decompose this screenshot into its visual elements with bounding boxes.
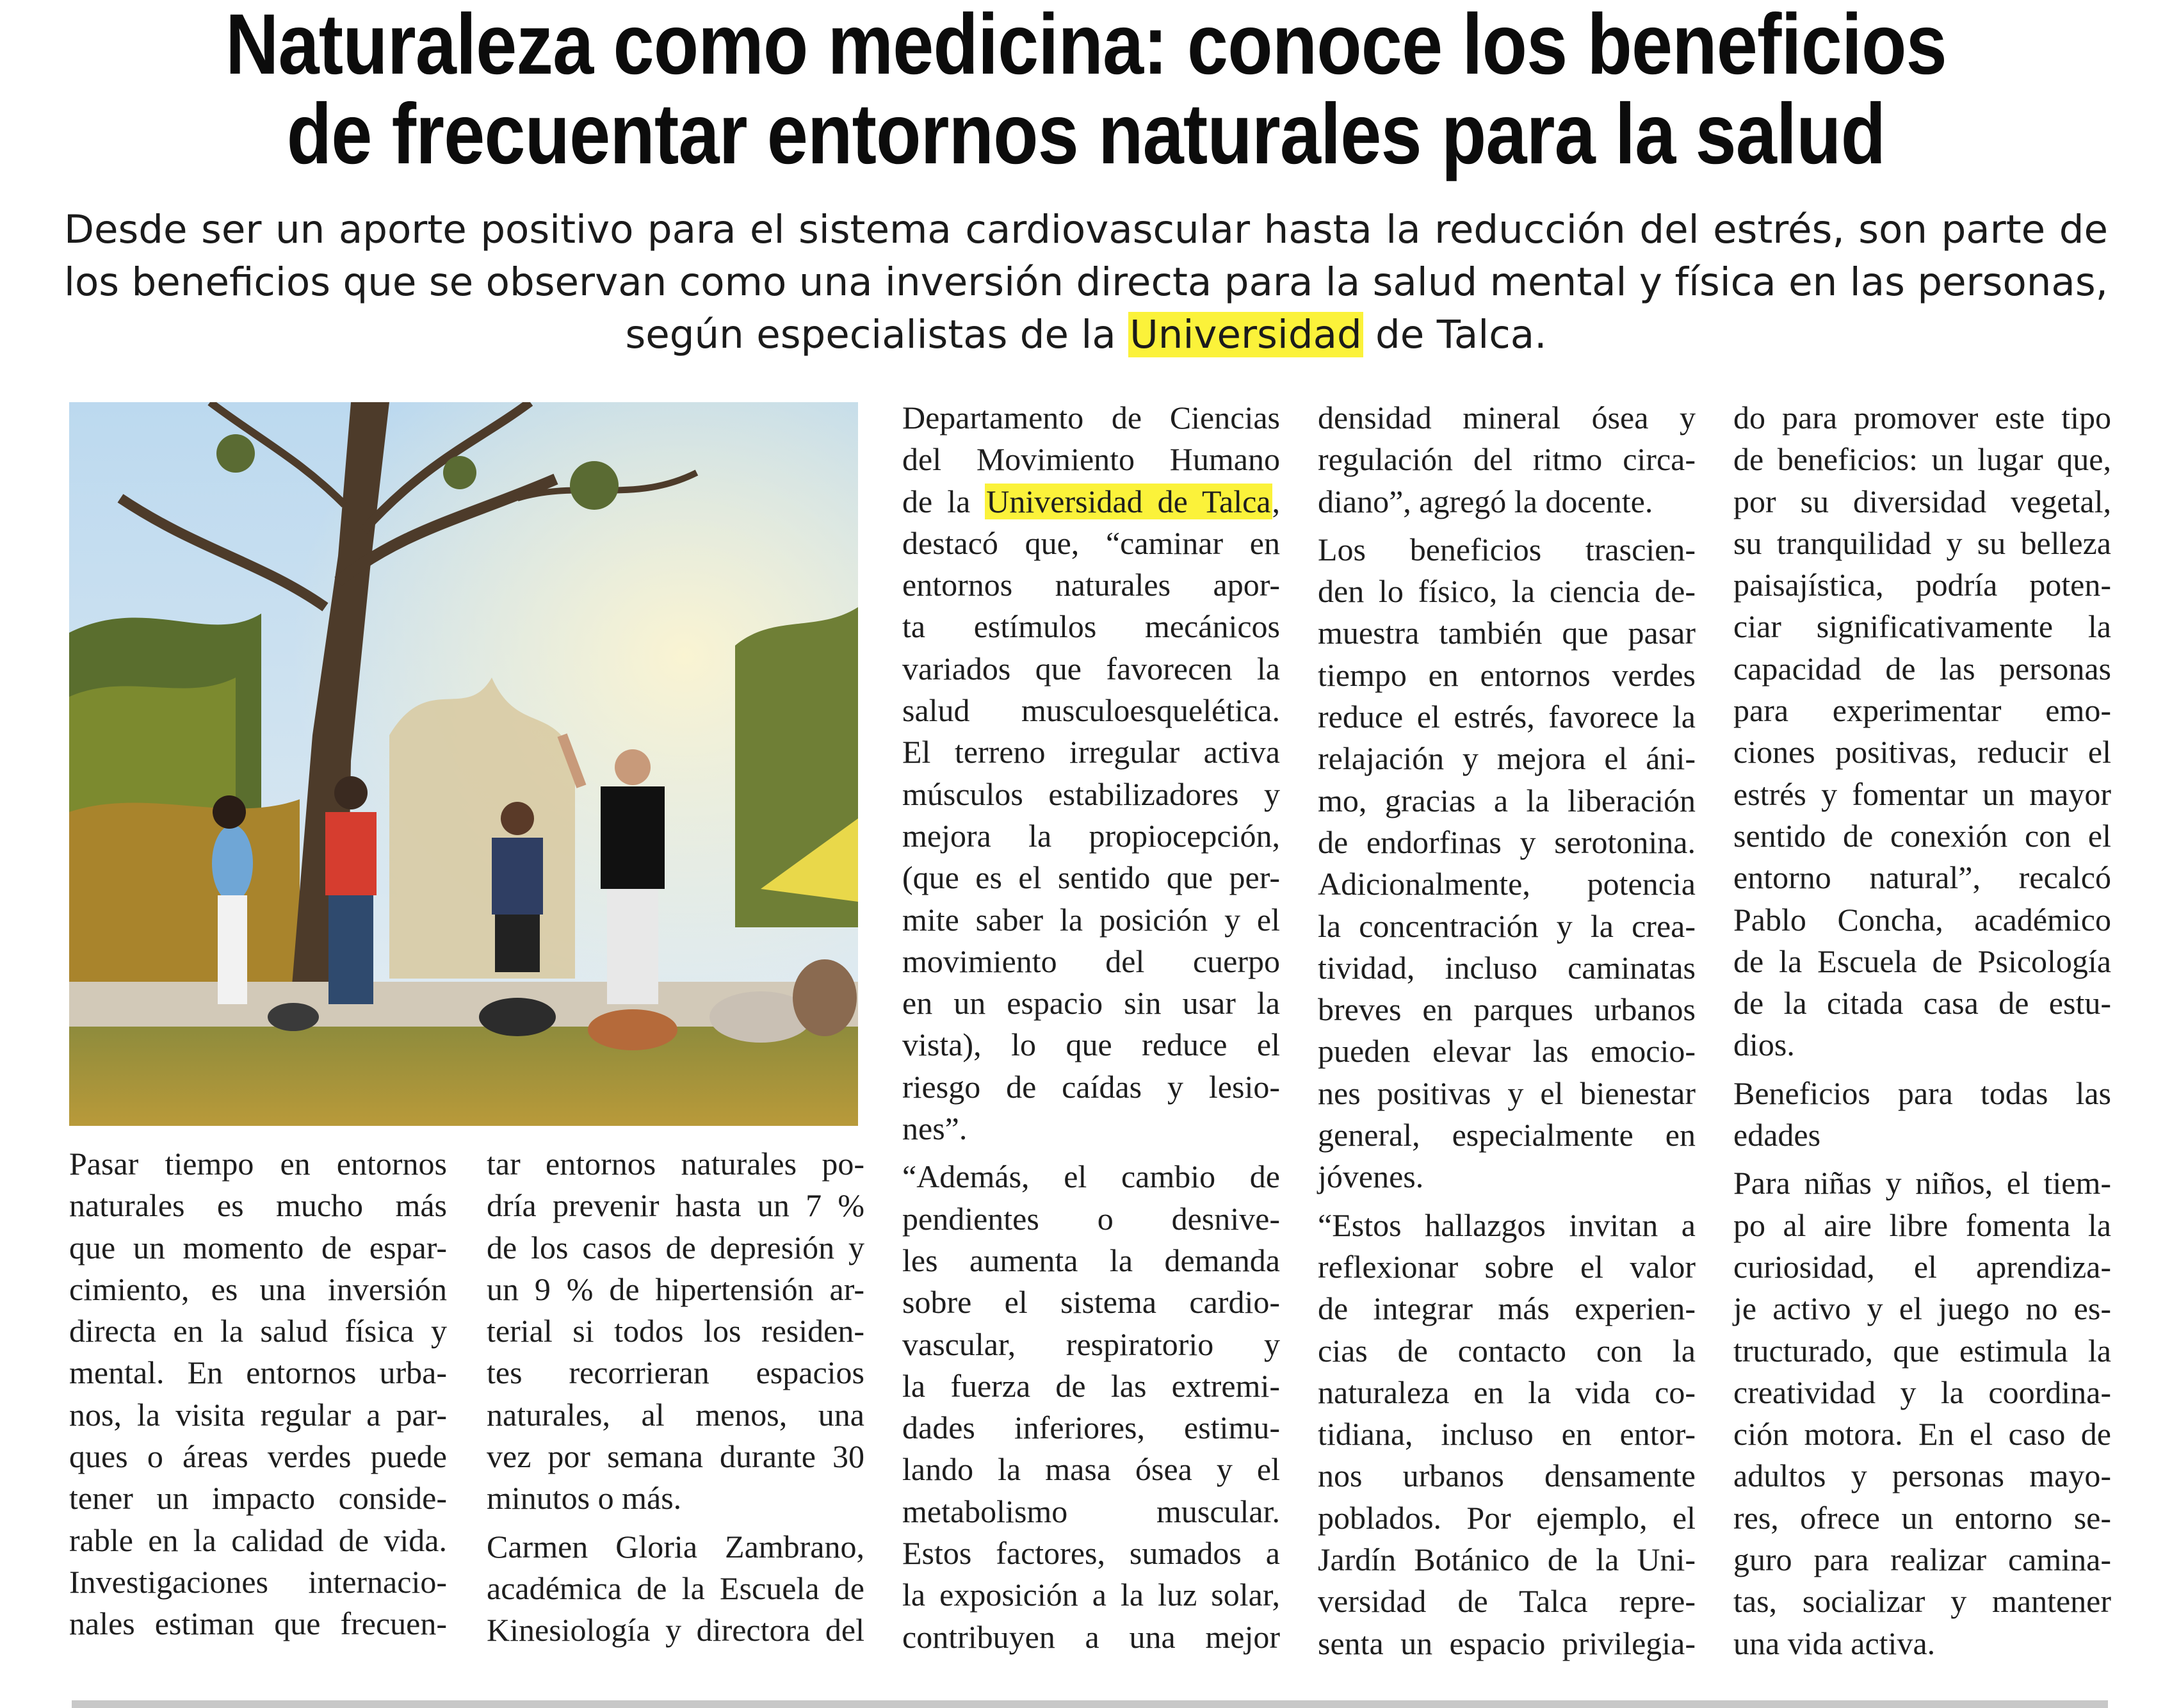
col4-line: jóvenes. — [1318, 1159, 1424, 1195]
deck-line-1: Desde ser un aporte positivo para el sistema cardiovascular hasta la reducción del estrés, son parte de — [64, 207, 2108, 252]
col3-line: “Además, el cambio de — [902, 1159, 1280, 1195]
col3-line: Departamento de Ciencias — [902, 400, 1280, 435]
col1-line: que un momento de espar- — [69, 1229, 447, 1265]
col2-line: minutos o más. — [487, 1480, 682, 1517]
col3-line: lando la masa ósea y el — [902, 1451, 1280, 1488]
col2-line: naturales, al menos, una — [487, 1396, 864, 1433]
col4-line: reduce el estrés, favorece la — [1318, 699, 1696, 735]
column-3 — [902, 397, 1280, 1658]
col5-line: guro para realizar camina- — [1733, 1541, 2111, 1578]
col3-line: metabolismo muscular. — [902, 1493, 1280, 1529]
col3-line: mite saber la posición y el — [902, 901, 1280, 938]
headline-line-1: Naturaleza como medicina: conoce los beneficios — [225, 0, 1947, 92]
col4-line: relajación y mejora el áni- — [1318, 740, 1696, 777]
col1-line: nales estiman que frecuen- — [69, 1606, 447, 1642]
deck-line-3 — [64, 309, 2108, 361]
col4-line: pueden elevar las emocio- — [1318, 1033, 1696, 1070]
col3-line-highlighted — [902, 481, 1280, 523]
deck-subtitle — [64, 204, 2108, 361]
col5-line: de la citada casa de estu- — [1733, 985, 2111, 1021]
col4-line: muestra también que pasar — [1318, 615, 1696, 651]
col5-line: res, ofrece un entorno se- — [1733, 1499, 2111, 1536]
col5-line: adultos y personas mayo- — [1733, 1458, 2111, 1494]
col5-subhead — [1733, 1073, 2111, 1157]
col2-line: Kinesiología y directora del — [487, 1612, 864, 1648]
col1-line: ques o áreas verdes puede — [69, 1438, 447, 1475]
col3-paragraph-1 — [902, 397, 1280, 1150]
column-1 — [69, 1143, 447, 1645]
col2-line: tar entornos naturales po- — [487, 1146, 864, 1182]
col4-line: Jardín Botánico de la Uni- — [1318, 1541, 1696, 1578]
col2-line: un 9 % de hipertensión ar- — [487, 1271, 864, 1307]
col5-line: paisajística, podría poten- — [1733, 567, 2111, 603]
col2-line: vez por semana durante 30 — [487, 1438, 864, 1475]
col4-line: mo, gracias a la liberación — [1318, 782, 1696, 818]
article-photo — [69, 402, 858, 1126]
col5-subhead-line: edades — [1733, 1117, 1821, 1153]
col1-line: Investigaciones internacio- — [69, 1563, 447, 1600]
col1-line: tener un impacto conside- — [69, 1480, 447, 1517]
col4-line: de integrar más experien- — [1318, 1290, 1696, 1327]
deck-line-2: los beneficios que se observan como una inversión directa para la salud mental y física en las personas, — [64, 259, 2108, 305]
col1-line: rable en la calidad de vida. — [69, 1522, 447, 1558]
col4-line: den lo físico, la ciencia de- — [1318, 573, 1696, 610]
col4-line: densidad mineral ósea y — [1318, 400, 1696, 435]
park-scene-illustration — [69, 402, 858, 1126]
col5-line: sentido de conexión con el — [1733, 817, 2111, 854]
col3-line: la exposición a la luz solar, — [902, 1577, 1280, 1613]
col5-line: de beneficios: un lugar que, — [1733, 441, 2111, 478]
col5-line: una vida activa. — [1733, 1625, 1936, 1661]
col5-line: ción motora. En el caso de — [1733, 1416, 2111, 1452]
col4-line: tiempo en entornos verdes — [1318, 656, 1696, 693]
col1-paragraph — [69, 1143, 447, 1645]
col5-line: su tranquilidad y su belleza — [1733, 525, 2111, 561]
bottom-divider — [72, 1700, 2108, 1708]
col4-line: tividad, incluso caminatas — [1318, 949, 1696, 986]
col4-line: Adicionalmente, potencia — [1318, 866, 1696, 902]
col3-line: músculos estabilizadores y — [902, 776, 1280, 812]
column-2 — [487, 1143, 864, 1652]
col4-line: cias de contacto con la — [1318, 1332, 1696, 1369]
col4-line: breves en parques urbanos — [1318, 991, 1696, 1028]
col5-line: capacidad de las personas — [1733, 650, 2111, 687]
col5-line: tructurado, que estimula la — [1733, 1332, 2111, 1369]
col5-line: po al aire libre fomenta la — [1733, 1207, 2111, 1243]
col5-line: estrés y fomentar un mayor — [1733, 776, 2111, 812]
col2-line: terial si todos los residen- — [487, 1313, 864, 1349]
col3-line: dades inferiores, estimu- — [902, 1410, 1280, 1446]
column-4 — [1318, 397, 1696, 1664]
col4-paragraph-2 — [1318, 529, 1696, 1198]
col3-before: de la — [902, 483, 985, 519]
col2-line: dría prevenir hasta un 7 % — [487, 1187, 864, 1224]
col4-line: versidad de Talca repre- — [1318, 1583, 1696, 1620]
col5-line: Para niñas y niños, el tiem- — [1733, 1165, 2111, 1201]
col3-line: sobre el sistema cardio- — [902, 1284, 1280, 1321]
col5-line: por su diversidad vegetal, — [1733, 483, 2111, 519]
col1-line: Pasar tiempo en entornos — [69, 1146, 447, 1182]
col5-line: do para promover este tipo — [1733, 400, 2111, 435]
col3-paragraph-2 — [902, 1156, 1280, 1658]
col5-line: creatividad y la coordina- — [1733, 1374, 2111, 1410]
col1-line: cimiento, es una inversión — [69, 1271, 447, 1307]
col3-line: vascular, respiratorio y — [902, 1326, 1280, 1362]
col5-line: curiosidad, el aprendiza- — [1733, 1248, 2111, 1285]
col1-line: directa en la salud física y — [69, 1313, 447, 1349]
column-5 — [1733, 397, 2111, 1664]
col2-paragraph-2 — [487, 1526, 864, 1652]
col4-line: naturaleza en la vida co- — [1318, 1374, 1696, 1410]
col4-paragraph-1 — [1318, 397, 1696, 523]
col4-line: general, especialmente en — [1318, 1117, 1696, 1153]
col3-after: , — [1272, 483, 1280, 519]
col3-line: movimiento del cuerpo — [902, 943, 1280, 979]
col2-paragraph-1 — [487, 1143, 864, 1520]
col4-line: nes positivas y el bienestar — [1318, 1075, 1696, 1111]
col3-line: El terreno irregular activa — [902, 734, 1280, 770]
col5-line: para experimentar emo- — [1733, 692, 2111, 729]
col1-line: nos, la visita regular a par- — [69, 1396, 447, 1433]
col3-highlight: Universidad de Talca — [986, 483, 1271, 519]
col4-paragraph-3 — [1318, 1205, 1696, 1664]
col2-line: de los casos de depresión y — [487, 1229, 864, 1265]
col2-line: tes recorrieran espacios — [487, 1354, 864, 1391]
col4-line: nos urbanos densamente — [1318, 1458, 1696, 1494]
col3-line: les aumenta la demanda — [902, 1242, 1280, 1278]
col1-line: mental. En entornos urba- — [69, 1354, 447, 1391]
col3-line: riesgo de caídas y lesio- — [902, 1068, 1280, 1105]
col5-line: ciar significativamente la — [1733, 608, 2111, 645]
col3-line: nes”. — [902, 1110, 968, 1147]
col4-line: de endorfinas y serotonina. — [1318, 824, 1696, 860]
col3-line: entornos naturales apor- — [902, 567, 1280, 603]
col1-line: naturales es mucho más — [69, 1187, 447, 1224]
col5-line: ciones positivas, reducir el — [1733, 734, 2111, 770]
col5-line: de la Escuela de Psicología — [1733, 943, 2111, 979]
col3-line: del Movimiento Humano — [902, 441, 1280, 478]
col3-line: salud musculoesquelética. — [902, 692, 1280, 729]
col4-line: diano”, agregó la docente. — [1318, 483, 1653, 519]
deck-line-3-before: según especialistas de la — [625, 312, 1129, 357]
col3-line: variados que favorecen la — [902, 650, 1280, 687]
col3-line: ta estímulos mecánicos — [902, 608, 1280, 645]
col4-line: Los beneficios trascien- — [1318, 531, 1696, 567]
headline — [185, 0, 1987, 182]
col5-line: dios. — [1733, 1027, 1795, 1063]
col2-line: académica de la Escuela de — [487, 1570, 864, 1606]
col3-line: la fuerza de las extremi- — [902, 1367, 1280, 1404]
col3-line: Estos factores, sumados a — [902, 1535, 1280, 1572]
col5-line: entorno natural”, recalcó — [1733, 859, 2111, 896]
col4-line: senta un espacio privilegia- — [1318, 1625, 1696, 1661]
col3-line: (que es el sentido que per- — [902, 859, 1280, 896]
col5-line: tas, socializar y mantener — [1733, 1583, 2111, 1620]
col5-line: Pablo Concha, académico — [1733, 901, 2111, 938]
col4-line: la concentración y la crea- — [1318, 907, 1696, 944]
deck-line-3-after: de Talca. — [1363, 312, 1547, 357]
headline-line-2: de frecuentar entornos naturales para la salud — [286, 86, 1886, 182]
col4-line: regulación del ritmo circa- — [1318, 441, 1696, 478]
col4-line: poblados. Por ejemplo, el — [1318, 1499, 1696, 1536]
col3-line: contribuyen a una mejor — [902, 1618, 1280, 1655]
col3-line: en un espacio sin usar la — [902, 985, 1280, 1021]
col3-line: mejora la propiocepción, — [902, 817, 1280, 854]
col3-line: destacó que, “caminar en — [902, 525, 1280, 561]
col3-line: vista), lo que reduce el — [902, 1027, 1280, 1063]
col4-line: reflexionar sobre el valor — [1318, 1248, 1696, 1285]
col4-line: “Estos hallazgos invitan a — [1318, 1207, 1696, 1243]
deck-highlight: Universidad — [1130, 312, 1362, 357]
col5-subhead-line: Beneficios para todas las — [1733, 1075, 2111, 1111]
col2-line: Carmen Gloria Zambrano, — [487, 1528, 864, 1565]
col3-line: pendientes o desnive- — [902, 1200, 1280, 1237]
col5-paragraph-1 — [1733, 397, 2111, 1066]
col4-line: tidiana, incluso en entor- — [1318, 1416, 1696, 1452]
col5-paragraph-2 — [1733, 1162, 2111, 1664]
col5-line: je activo y el juego no es- — [1733, 1290, 2111, 1327]
